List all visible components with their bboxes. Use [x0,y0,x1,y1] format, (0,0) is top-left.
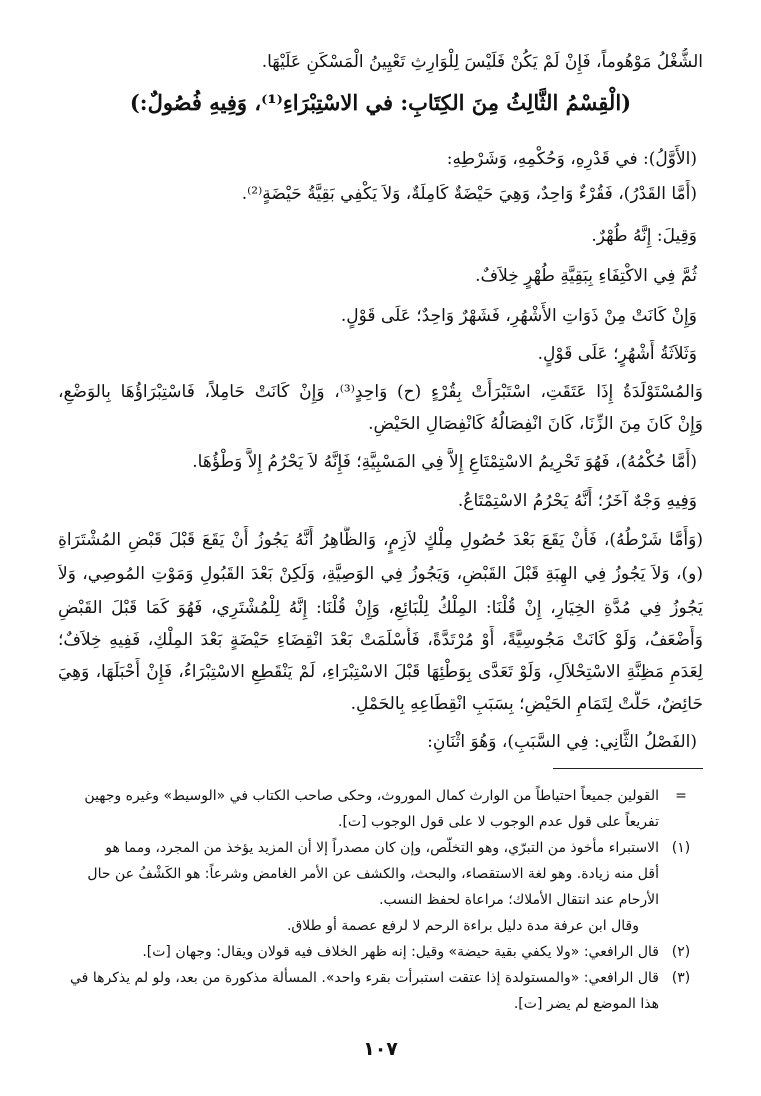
body-line: (أَمَّا حُكْمُهُ)، فَهُوَ تَحْرِيمُ الاسْتِمْتَاعِ إِلاَّ فِي المَسْبِيَّةِ؛ فَإِنَّهُ لاَ يَحْرُمُ إِلاَّ وَطْؤُهَا. [192,452,697,472]
section-heading: (الْقِسْمُ الثَّالِثُ مِنَ الكِتَابِ: في الاسْتِبْرَاءِ⁽¹⁾، وَفِيهِ فُصُولٌ:) [129,90,632,115]
body-line: وَأَضْعَفُ، وَلَوْ كَانَتْ مَجُوسِيَّةً، أَوْ مُرْتَدَّةً، فَأَسْلَمَتْ بَعْدَ انْقِضَاءِ حَيْضَةٍ بَعْدَ المِلْكِ، فَفِيهِ خِلاَفٌ؛ [58,630,703,650]
footnote-text: قال الرافعي: «والمستولدة إذا عتقت استبرأت بقرء واحد». المسألة مذكورة من بعد، ولو لم يذكرها في [70,970,659,986]
body-line: وَإِنْ كَانَتْ مِنْ ذَوَاتِ الأَشْهُرِ، فَشَهْرٌ وَاحِدٌ؛ عَلَى قَوْلٍ. [340,306,697,326]
body-line: حَائِضٌ، حَلَّتْ لِتَمَامِ الحَيْضِ؛ بِسَبَبِ انْقِطَاعِهِ بِالحَمْلِ. [350,694,703,714]
body-line: (الأَوَّلُ): في قَدْرِهِ، وَحُكْمِهِ، وَشَرْطِهِ: [446,149,697,169]
body-line: (و)، وَلاَ يَجُوزُ فِي الهِبَةِ قَبْلَ القَبْضِ، وَيَجُوزُ فِي الوَصِيَّةِ، وَلَكِنْ بَعْدَ القَبُولِ وَمَوْتِ المُوصِي، وَلاَ [58,564,703,584]
body-line: (وَأَمَّا شَرْطُهُ)، فَأَنْ يَقَعَ بَعْدَ حُصُولِ مِلْكٍ لاَزِمٍ، وَالظَّاهِرُ أَنَّهُ يَجُوزُ أَنْ يَقَعَ قَبْلَ قَبْضِ المُشْتَرَاةِ [58,530,703,550]
footnote-text: القولين جميعاً احتياطاً من الوارث كمال الموروث، وحكى صاحب الكتاب في «الوسيط» وغيره وجهين [84,788,659,804]
body-line: (أَمَّا القَدْرُ)، فَقُرْءٌ وَاحِدٌ، وَهِيَ حَيْضَةٌ كَامِلَةٌ، وَلاَ يَكْفِي بَقِيَّةُ حَيْضَةٍ⁽²⁾. [241,184,697,204]
body-line: وَقِيلَ: إِنَّهُ طُهْرٌ. [591,226,697,246]
footnote-continuation-line [58,784,703,808]
footnote-text: قال الرافعي: «ولا يكفي بقية حيضة» وقيل: إنه ظهر الخلاف فيه قولان ويقال: وجهان [ت]. [142,944,659,960]
body-line: وَثَلاَثَةُ أَشْهُرٍ؛ عَلَى قَوْلٍ. [537,344,697,364]
footnote-number: (١) [671,840,691,856]
footnote-text: هذا الموضع لم يضر [ت]. [513,996,659,1012]
body-line: وَإِنْ كَانَ مِنَ الزِّنَا، كَانَ انْفِصَالُهُ كَانْفِصَالِ الحَيْضِ. [368,414,703,434]
footnote-text: الأرحام عند انتقال الأملاك؛ مراعاة لحفظ النسب. [379,892,659,908]
footnote-text: أقل منه زيادة. وهو لغة الاستقصاء، والبحث، والكشف عن الأمر الغامض وشرعاً: هو الكَشْفُ عن حال [87,866,659,882]
footnote-separator [553,768,703,769]
body-line: (الفَصْلُ الثَّانِي: فِي السَّبَبِ)، وَهُوَ اثْنَانِ: [427,732,697,752]
body-line: وَالمُسْتَوْلَدَةُ إِذَا عَتَقَتِ، اسْتَبْرَأَتْ بِقُرْءٍ (ح) وَاحِدٍ⁽³⁾، وَإِنْ كَانَتْ حَامِلاً، فَاسْتِبْرَاؤُهَا بِالوَضْعِ، [58,382,703,402]
footnote-text: تفريعاً على قول عدم الوجوب لا على قول الوجوب [ت]. [338,814,659,830]
footnote-number: (٢) [671,944,691,960]
footnote-2-line [58,940,703,964]
footnote-1-line [58,836,703,860]
body-line: لِعَدَمِ مَظِنَّةِ الاسْتِحْلاَلِ، وَلَوْ تَعَدَّى بِوَطْئِهَا قَبْلَ الاسْتِبْرَاءِ، لَمْ يَنْقَطِعِ الاسْتِبْرَاءُ، فَإِنْ أَحْبَلَهَا، وَهِيَ [58,662,703,682]
body-line: وَفِيهِ وَجْهٌ آخَرُ؛ أَنَّهُ يَحْرُمُ الاسْتِمْتَاعُ. [457,491,697,511]
body-line: ثُمَّ فِي الاكْتِفَاءِ بِبَقِيَّةِ طُهْرٍ خِلاَفٌ. [475,266,697,286]
footnote-continuation-marker: = [675,788,687,804]
footnote-number: (٣) [671,970,691,986]
footnote-text: وقال ابن عرفة مدة دليل براءة الرحم لا لرفع عصمة أو طلاق. [286,918,639,934]
footnote-text: الاستبراء مأخوذ من التبرّي، وهو التخلّص، وإن كان مصدراً إلا أن المزيد يؤخذ من المجرد، ومما هو [105,840,659,856]
footnote-3-line [58,966,703,990]
page-number: ١٠٧ [363,1038,398,1060]
body-line: يَجُوزُ فِي مُدَّةِ الخِيَارِ، إِنْ قُلْنَا: المِلْكُ لِلْبَائِعِ، وَإِنْ قُلْنَا: إِنَّهُ لِلْمُشْتَرِي، فَهُوَ كَمَا قَبْلَ القَبْضِ [58,598,703,618]
body-line: الشُّغْلُ مَوْهُوماً، فَإِنْ لَمْ يَكُنْ فَلَيْسَ لِلْوَارِثِ تَعْيِينُ الْمَسْكَنِ عَلَيْهَا. [261,52,703,72]
